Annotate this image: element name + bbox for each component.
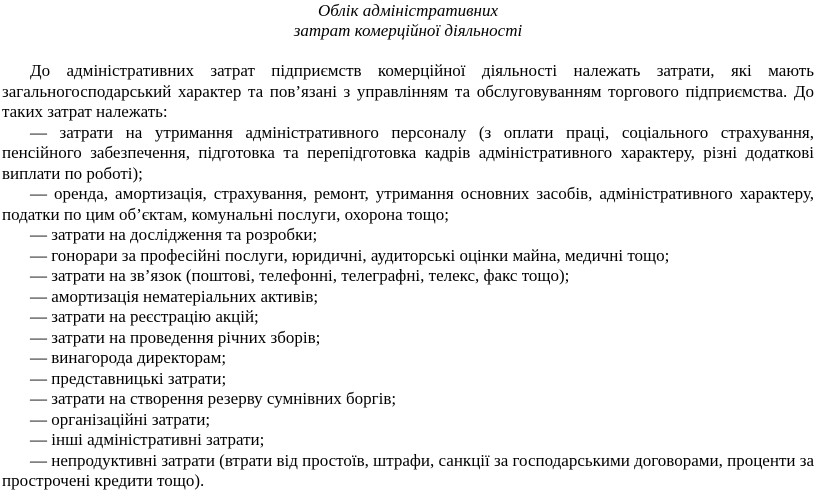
list-item: — представницькі затрати; — [30, 368, 227, 388]
list-item: — затрати на утримання адміністративного персоналу (з оплати праці, соціального страхування, пенсійного забезпечення, підготовка та перепідготовка кадрів адміністративного характеру, різні додаткові виплати по роботі); — [2, 122, 814, 183]
list-item: — амортизація нематеріальних активів; — [30, 286, 319, 306]
list-item: — інші адміністративні затрати; — [30, 430, 265, 449]
list-item: — винагорода директорам; — [30, 348, 227, 367]
list-item: — затрати на реєстрацію акцій; — [30, 307, 259, 326]
intro-paragraph: До адміністративних затрат підприємств комерційної діяльності належать затрати, які мають загальногосподарський характер та пов’язані з управлінням та обслуговуванням торгового підприємства. До таких затрат належать: — [2, 61, 814, 121]
document-title — [2, 1, 814, 41]
list-item: — затрати на проведення річних зборів; — [30, 327, 321, 347]
title-line-2: затрат комерційної діяльності — [293, 21, 523, 40]
list-item: — затрати на створення резерву сумнівних боргів; — [30, 389, 397, 408]
document-body — [2, 61, 814, 492]
title-line-1: Облік адміністративних — [317, 1, 499, 20]
list-item: — непродуктивні затрати (втрати від простоїв, штрафи, санкції за господарськими договорами, проценти за прострочені кредити тощо). — [2, 450, 814, 490]
list-item: — організаційні затрати; — [30, 409, 211, 429]
list-item: — гонорари за професійні послуги, юридичні, аудиторські оцінки майна, медичні тощо; — [30, 245, 670, 265]
list-item: — оренда, амортизація, страхування, ремонт, утримання основних засобів, адміністративного характеру, податки по цим об’єктам, комунальні послуги, охорона тощо; — [2, 184, 814, 224]
list-item: — затрати на зв’язок (поштові, телефонні, телеграфні, телекс, факс тощо); — [30, 266, 570, 285]
list-item: — затрати на дослідження та розробки; — [30, 225, 318, 244]
